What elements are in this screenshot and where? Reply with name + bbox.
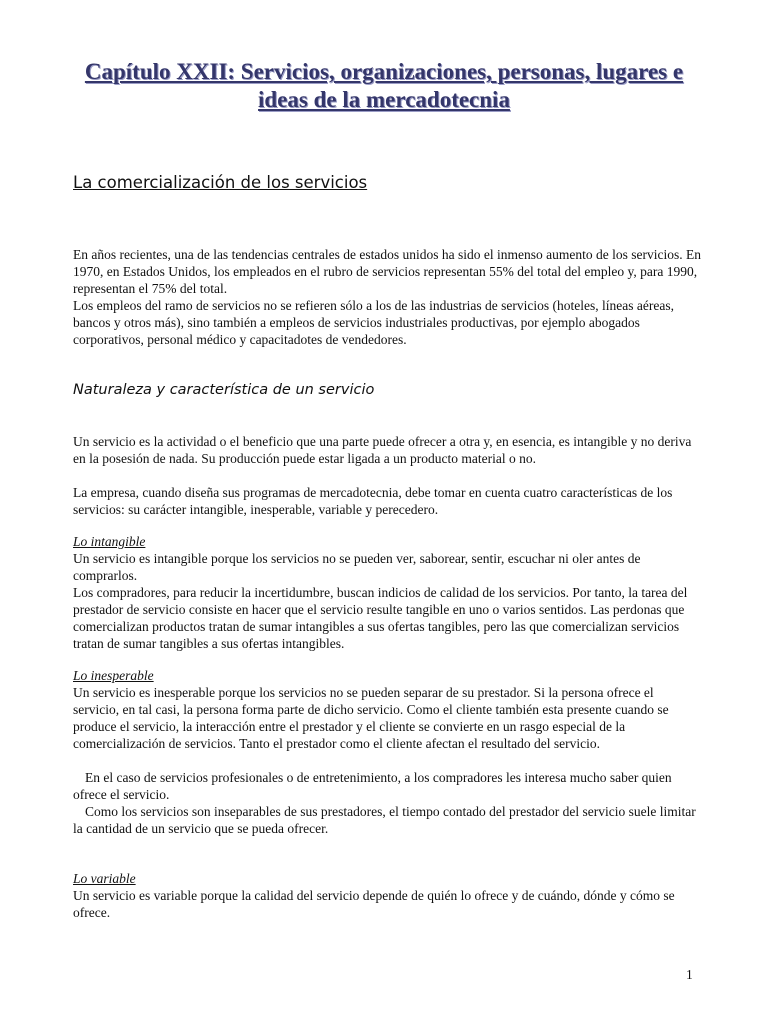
- paragraph-tendencias: En años recientes, una de las tendencias centrales de estados unidos ha sido el inmenso aumento de los servicios. En 1970, en Estados Unidos, los empleados en el rubro de servicios representan 55% del total del empleo y, para 1990, representan el 75% del total.: [73, 247, 701, 296]
- subheading-inesperable: Lo inesperable: [73, 668, 154, 683]
- section-heading-comercializacion: La comercialización de los servicios: [73, 173, 368, 192]
- paragraph-inesperable-1: Un servicio es inesperable porque los servicios no se pueden separar de su prestador. Si la persona ofrece el servicio, en tal casi, la persona forma parte de dicho servicio. Como el cliente también esta presente cuando se produce el servicio, la interacción entre el prestador y el cliente se convierte en un rasgo especial de la comercialización de servicios. Tanto el prestador como el cliente afectan el resultado del servicio.: [73, 685, 669, 751]
- subheading-variable: Lo variable: [73, 871, 136, 886]
- paragraph-intangible-2: Los compradores, para reducir la incertidumbre, buscan indicios de calidad de los servicios. Por tanto, la tarea del prestador de servicio consiste en hacer que el servicio resulte tangible en uno o varios sentidos. Las perdonas que comercializan productos tratan de sumar intangibles a sus ofertas tangibles, pero las que comercializan servicios tratan de sumar tangibles a sus ofertas intangibles.: [73, 585, 688, 651]
- subheading-intangible: Lo intangible: [73, 534, 146, 549]
- paragraph-variable-1: Un servicio es variable porque la calidad del servicio depende de quién lo ofrece y de cuándo, dónde y cómo se ofrece.: [73, 888, 675, 920]
- paragraph-caracteristicas: La empresa, cuando diseña sus programas de mercadotecnia, debe tomar en cuenta cuatro características de los servicios: su carácter intangible, inesperable, variable y perecedero.: [73, 485, 673, 517]
- paragraph-empleos: Los empleos del ramo de servicios no se refieren sólo a los de las industrias de servicios (hoteles, líneas aéreas, bancos y otros más), sino también a empleos de servicios industriales productivas, por ejemplo abogados corporativos, personal médico y capacitadotes de vendedores.: [73, 298, 674, 347]
- section-heading-naturaleza: Naturaleza y característica de un servicio: [73, 382, 375, 398]
- paragraph-inesperable-2: En el caso de servicios profesionales o de entretenimiento, a los compradores les interesa mucho saber quien ofrece el servicio.: [73, 770, 672, 802]
- paragraph-intangible-1: Un servicio es intangible porque los servicios no se pueden ver, saborear, sentir, escuchar ni oler antes de comprarlos.: [73, 551, 641, 583]
- chapter-title: Capítulo XXII: Servicios, organizaciones, personas, lugares e ideas de la mercadotecnia: [84, 59, 684, 112]
- paragraph-inesperable-3: Como los servicios son inseparables de sus prestadores, el tiempo contado del prestador del servicio suele limitar la cantidad de un servicio que se pueda ofrecer.: [73, 804, 696, 836]
- page-number: 1: [686, 967, 693, 982]
- paragraph-definicion-servicio: Un servicio es la actividad o el beneficio que una parte puede ofrecer a otra y, en esencia, es intangible y no deriva en la posesión de nada. Su producción puede estar ligada a un producto material o no.: [73, 434, 692, 466]
